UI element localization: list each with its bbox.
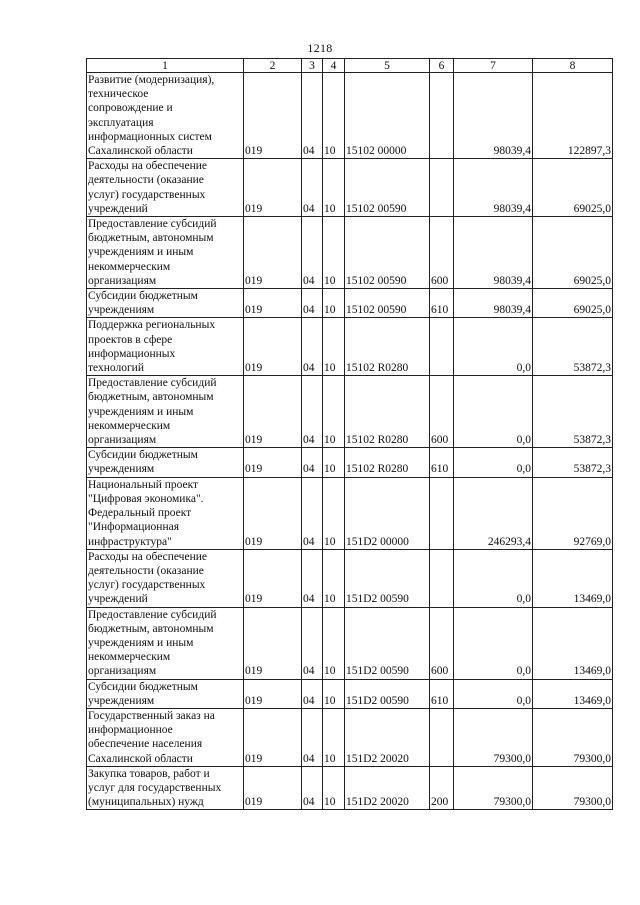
section-cell: 04 [302,376,323,448]
row-name-line: информационных систем [88,130,212,143]
subsection-cell: 10 [323,289,345,318]
amount-col8-cell: 13469,0 [533,679,613,708]
target-article-cell: 15102 00590 [345,159,430,217]
row-name-line: некоммерческим [88,419,171,432]
row-name-line: учреждений [88,202,148,215]
admin-code-cell: 019 [244,708,302,766]
row-name-line: Субсидии бюджетным [88,680,198,693]
section-cell: 04 [302,549,323,607]
subsection-cell: 10 [323,607,345,679]
subsection-cell: 10 [323,679,345,708]
section-cell: 04 [302,217,323,289]
row-name-line: бюджетным, автономным [88,391,214,404]
expense-type-cell: 610 [430,448,454,477]
row-name-line: учреждений [88,593,148,606]
admin-code-cell: 019 [244,159,302,217]
expense-type-cell [430,159,454,217]
table-row [87,607,613,679]
amount-col7-cell: 98039,4 [454,217,533,289]
admin-code-cell: 019 [244,376,302,448]
row-name-cell [87,73,244,159]
section-cell: 04 [302,318,323,376]
expense-type-cell [430,708,454,766]
section-cell: 04 [302,159,323,217]
row-name-line: проектов в сфере [88,333,173,346]
amount-col7-cell: 0,0 [454,318,533,376]
row-name-cell [87,679,244,708]
section-cell: 04 [302,289,323,318]
amount-col7-cell: 79300,0 [454,708,533,766]
row-name-line: Сахалинской области [88,145,193,158]
row-name-line: Предоставление субсидий [88,218,217,231]
admin-code-cell: 019 [244,289,302,318]
row-name-line: Сахалинской области [88,752,193,765]
admin-code-cell: 019 [244,448,302,477]
amount-col8-cell: 53872,3 [533,448,613,477]
budget-table [86,58,613,810]
expense-type-cell: 600 [430,217,454,289]
row-name-line: Поддержка региональных [88,319,216,332]
amount-col8-cell: 122897,3 [533,73,613,159]
amount-col7-cell: 0,0 [454,549,533,607]
row-name-line: "Информационная [88,521,179,534]
target-article-cell: 15102 R0280 [345,376,430,448]
admin-code-cell: 019 [244,318,302,376]
row-name-line: учреждениям [88,694,155,707]
row-name-line: учреждениям и иным [88,636,194,649]
table-row [87,159,613,217]
amount-col8-cell: 69025,0 [533,289,613,318]
admin-code-cell: 019 [244,73,302,159]
row-name-cell [87,448,244,477]
expense-type-cell: 600 [430,376,454,448]
amount-col8-cell: 69025,0 [533,217,613,289]
expense-type-cell: 610 [430,289,454,318]
row-name-line: организациям [88,274,157,287]
page-number: 1218 [307,41,333,55]
header-col-1: 1 [87,59,244,73]
expense-type-cell: 610 [430,679,454,708]
expense-type-cell [430,73,454,159]
amount-col7-cell: 98039,4 [454,289,533,318]
target-article-cell: 151D2 20020 [345,708,430,766]
admin-code-cell: 019 [244,679,302,708]
table-row [87,448,613,477]
subsection-cell: 10 [323,217,345,289]
row-name-line: сопровождение и [88,102,173,115]
row-name-cell [87,376,244,448]
expense-type-cell: 200 [430,766,454,810]
section-cell: 04 [302,73,323,159]
table-row [87,318,613,376]
row-name-cell [87,549,244,607]
target-article-cell: 15102 R0280 [345,448,430,477]
amount-col7-cell: 0,0 [454,448,533,477]
amount-col7-cell: 98039,4 [454,159,533,217]
row-name-line: деятельности (оказание [88,564,204,577]
table-row [87,477,613,549]
target-article-cell: 151D2 00590 [345,607,430,679]
header-col-4: 4 [323,59,345,73]
subsection-cell: 10 [323,549,345,607]
row-name-line: Закупка товаров, работ и [88,767,210,780]
row-name-line: "Цифровая экономика". [88,492,204,505]
row-name-cell [87,159,244,217]
subsection-cell: 10 [323,448,345,477]
row-name-line: организациям [88,434,157,447]
section-cell: 04 [302,679,323,708]
row-name-line: услуг) государственных [88,579,206,592]
table-row [87,766,613,810]
row-name-line: Расходы на обеспечение [88,550,207,563]
subsection-cell: 10 [323,376,345,448]
amount-col8-cell: 53872,3 [533,318,613,376]
target-article-cell: 151D2 00590 [345,679,430,708]
amount-col7-cell: 79300,0 [454,766,533,810]
target-article-cell: 15102 R0280 [345,318,430,376]
row-name-line: учреждениям и иным [88,405,194,418]
amount-col7-cell: 0,0 [454,679,533,708]
section-cell: 04 [302,607,323,679]
amount-col7-cell: 246293,4 [454,477,533,549]
subsection-cell: 10 [323,766,345,810]
row-name-cell [87,289,244,318]
admin-code-cell: 019 [244,766,302,810]
subsection-cell: 10 [323,708,345,766]
row-name-line: Развитие (модернизация), [88,74,215,86]
row-name-line: Предоставление субсидий [88,377,217,390]
row-name-line: Государственный заказ на [88,709,215,722]
row-name-line: Предоставление субсидий [88,608,217,621]
amount-col7-cell: 0,0 [454,376,533,448]
row-name-line: информационное [88,724,173,737]
table-row [87,549,613,607]
row-name-line: некоммерческим [88,260,171,273]
subsection-cell: 10 [323,159,345,217]
expense-type-cell: 600 [430,607,454,679]
amount-col7-cell: 98039,4 [454,73,533,159]
table-row [87,376,613,448]
row-name-line: техническое [88,88,149,101]
row-name-line: Федеральный проект [88,507,192,520]
row-name-line: технологий [88,362,144,375]
amount-col8-cell: 79300,0 [533,766,613,810]
row-name-line: учреждениям [88,304,155,317]
row-name-line: деятельности (оказание [88,174,204,187]
row-name-line: учреждениям и иным [88,246,194,259]
row-name-line: Субсидии бюджетным [88,449,198,462]
header-col-8: 8 [533,59,613,73]
expense-type-cell [430,477,454,549]
amount-col8-cell: 13469,0 [533,607,613,679]
subsection-cell: 10 [323,477,345,549]
target-article-cell: 151D2 00590 [345,549,430,607]
amount-col8-cell: 92769,0 [533,477,613,549]
row-name-cell [87,708,244,766]
header-col-6: 6 [430,59,454,73]
admin-code-cell: 019 [244,549,302,607]
admin-code-cell: 019 [244,217,302,289]
row-name-line: (муниципальных) нужд [88,796,204,809]
row-name-line: Национальный проект [88,478,199,491]
table-row [87,289,613,318]
table-row [87,708,613,766]
amount-col7-cell: 0,0 [454,607,533,679]
target-article-cell: 151D2 20020 [345,766,430,810]
expense-type-cell [430,549,454,607]
row-name-line: бюджетным, автономным [88,622,214,635]
row-name-cell [87,766,244,810]
admin-code-cell: 019 [244,607,302,679]
section-cell: 04 [302,766,323,810]
row-name-line: обеспечение населения [88,738,203,751]
header-col-3: 3 [302,59,323,73]
row-name-line: учреждениям [88,463,155,476]
target-article-cell: 151D2 00000 [345,477,430,549]
section-cell: 04 [302,477,323,549]
row-name-line: бюджетным, автономным [88,232,214,245]
row-name-cell [87,318,244,376]
row-name-cell [87,477,244,549]
target-article-cell: 15102 00590 [345,289,430,318]
row-name-line: некоммерческим [88,651,171,664]
subsection-cell: 10 [323,73,345,159]
header-col-7: 7 [454,59,533,73]
expense-type-cell [430,318,454,376]
row-name-line: инфраструктура" [88,535,172,548]
table-row [87,217,613,289]
header-row [87,59,613,73]
row-name-cell [87,217,244,289]
table-row [87,73,613,159]
row-name-line: Субсидии бюджетным [88,290,198,303]
header-col-5: 5 [345,59,430,73]
target-article-cell: 15102 00590 [345,217,430,289]
amount-col8-cell: 53872,3 [533,376,613,448]
admin-code-cell: 019 [244,477,302,549]
table-row [87,679,613,708]
section-cell: 04 [302,448,323,477]
row-name-line: Расходы на обеспечение [88,160,207,173]
row-name-line: услуг для государственных [88,781,222,794]
row-name-line: организациям [88,665,157,678]
amount-col8-cell: 79300,0 [533,708,613,766]
header-col-2: 2 [244,59,302,73]
row-name-line: услуг) государственных [88,188,206,201]
row-name-line: эксплуатация [88,116,154,129]
subsection-cell: 10 [323,318,345,376]
amount-col8-cell: 13469,0 [533,549,613,607]
amount-col8-cell: 69025,0 [533,159,613,217]
target-article-cell: 15102 00000 [345,73,430,159]
row-name-cell [87,607,244,679]
row-name-line: информационных [88,347,176,360]
section-cell: 04 [302,708,323,766]
